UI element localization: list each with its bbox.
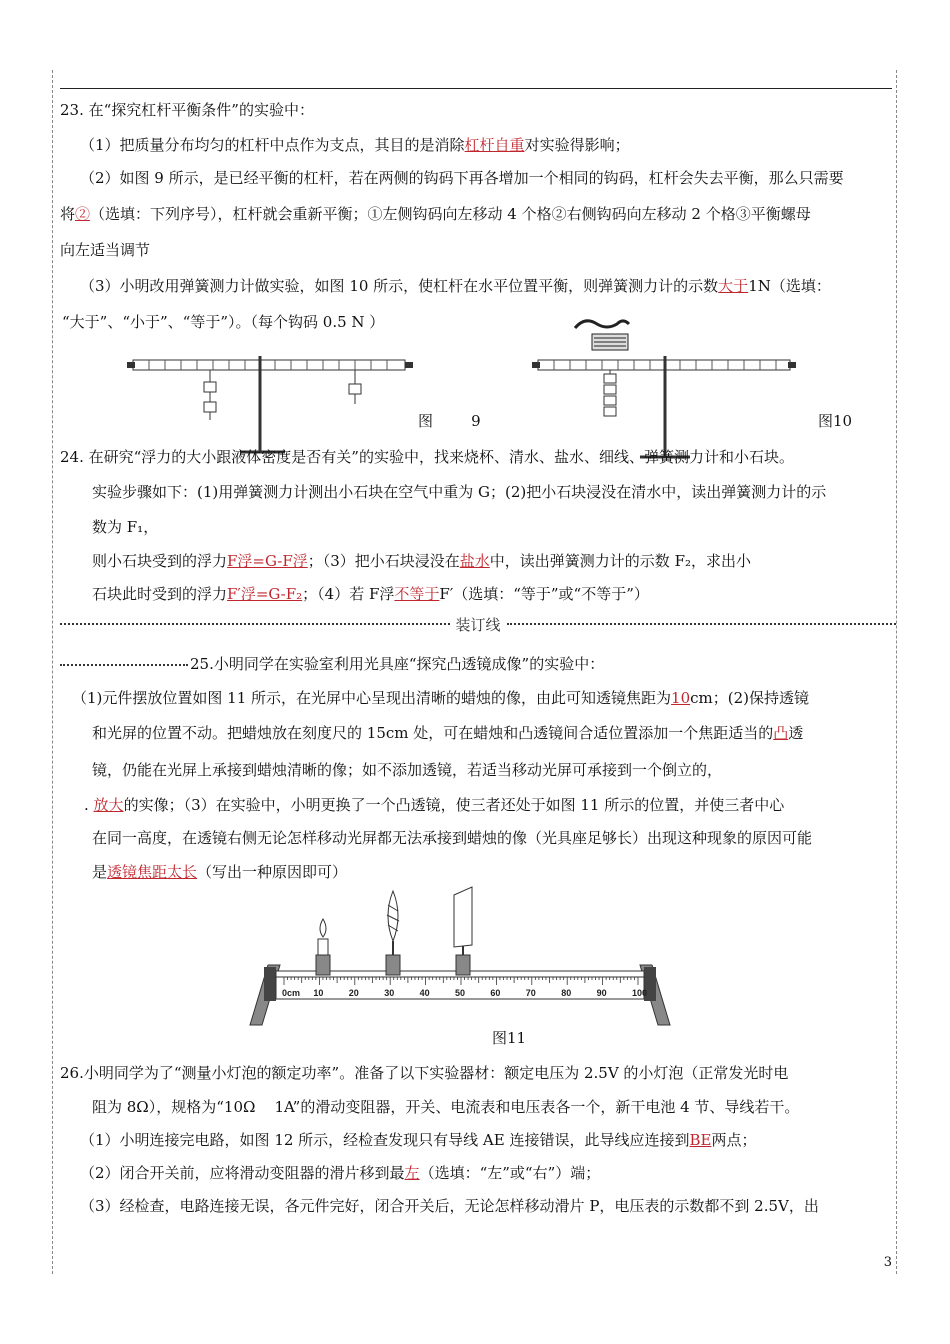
q26-line3: （1）小明连接完电路，如图 12 所示，经检查发现只有导线 AE 连接错误，此导线应连接到BE两点； bbox=[80, 1131, 757, 1149]
figure-9-caption: 图 9 bbox=[418, 412, 481, 430]
binding-line bbox=[60, 614, 896, 634]
scale-label: 70 bbox=[525, 988, 536, 998]
q26-line5: （3）经检查，电路连接无误，各元件完好，闭合开关后，无论怎样移动滑片 P，电压表的示数都不到 2.5V，出 bbox=[80, 1197, 819, 1215]
q24-line2: 实验步骤如下：(1)用弹簧测力计测出小石块在空气中重为 G；(2)把小石块浸没在清水中，读出弹簧测力计的示 bbox=[92, 483, 827, 501]
q25-line1: 25.小明同学在实验室利用光具座“探究凸透镜成像”的实验中： bbox=[60, 654, 604, 674]
q26-answer2: 左 bbox=[404, 1164, 420, 1182]
scale-label: 80 bbox=[561, 988, 572, 998]
q23-part3: （3）小明改用弹簧测力计做实验，如图 10 所示，使杠杆在水平位置平衡，则弹簧测力计的示数大于1N（选填： bbox=[80, 277, 831, 295]
q24-answer4: 不等于 bbox=[394, 585, 440, 603]
q24-line3: 数为 F₁， bbox=[92, 518, 159, 536]
q25-answer1: 10 bbox=[671, 689, 691, 707]
scale-label: 40 bbox=[419, 988, 430, 998]
q24-answer2: 盐水 bbox=[459, 552, 490, 570]
q25-line7: 是透镜焦距太长（写出一种原因即可） bbox=[92, 863, 348, 881]
q24-line1: 24. 在研究“浮力的大小跟液体密度是否有关”的实验中，找来烧杯、清水、盐水、细线、弹簧测力计和小石块。 bbox=[60, 448, 794, 466]
q26-answer1: BE bbox=[689, 1131, 712, 1149]
q26-line4: （2）闭合开关前，应将滑动变阻器的滑片移到最左（选填：“左”或“右”）端； bbox=[80, 1164, 601, 1182]
q26-line1: 26.小明同学为了“测量小灯泡的额定功率”。准备了以下实验器材：额定电压为 2.5V 的小灯泡（正常发光时电 bbox=[60, 1064, 789, 1082]
q25-line3: 和光屏的位置不动。把蜡烛放在刻度尺的 15cm 处，可在蜡烛和凸透镜间合适位置添加一个焦距适当的凸透 bbox=[92, 724, 804, 742]
q25-line2: （1)元件摆放位置如图 11 所示，在光屏中心呈现出清晰的蜡烛的像，由此可知透镜焦距为10cm；(2)保持透镜 bbox=[72, 689, 809, 707]
q25-answer3: 放大 bbox=[93, 796, 124, 814]
q23-part2-line2: 将②（选填：下列序号），杠杆就会重新平衡；①左侧钩码向左移动 4 个格②右侧钩码向左移动 2 个格③平衡螺母 bbox=[60, 205, 811, 223]
figure-11-caption: 图11 bbox=[492, 1029, 527, 1047]
scale-label: 0cm bbox=[282, 988, 301, 998]
binding-line-label: 装订线 bbox=[455, 615, 501, 634]
q23-part2-line1: （2）如图 9 所示，是已经平衡的杠杆，若在两侧的钩码下再各增加一个相同的钩码，杠杆会失去平衡，那么只需要 bbox=[80, 169, 844, 187]
scale-label: 30 bbox=[384, 988, 395, 998]
scale-label: 10 bbox=[313, 988, 324, 998]
page-number: 3 bbox=[883, 1255, 892, 1270]
q23-part1: （1）把质量分布均匀的杠杆中点作为支点，其目的是消除杠杆自重对实验得影响； bbox=[80, 136, 630, 154]
scale-label: 90 bbox=[596, 988, 607, 998]
q25-line5: . 放大的实像；（3）在实验中，小明更换了一个凸透镜，使三者还处于如图 11 所示的位置，并使三者中心 bbox=[84, 796, 785, 814]
q23-answer1: 杠杆自重 bbox=[464, 136, 525, 154]
scale-label: 20 bbox=[348, 988, 359, 998]
figure-10-lever bbox=[530, 312, 800, 462]
left-margin-line bbox=[52, 70, 53, 1274]
q24-line5: 石块此时受到的浮力F′浮=G-F₂；（4）若 F浮不等于F′（选填：“等于”或“不等于”） bbox=[92, 585, 649, 603]
right-margin-line bbox=[896, 70, 897, 1274]
q25-line6: 在同一高度，在透镜右侧无论怎样移动光屏都无法承接到蜡烛的像（光具座足够长）出现这种现象的原因可能 bbox=[92, 829, 813, 847]
scale-label: 50 bbox=[455, 988, 466, 998]
figure-11-optical-bench bbox=[240, 885, 680, 1030]
q23-title: 23. 在“探究杠杆平衡条件”的实验中： bbox=[60, 101, 314, 119]
q23-part2-line3: 向左适当调节 bbox=[60, 241, 151, 259]
q24-answer1: F浮=G-F浮 bbox=[227, 552, 308, 570]
q24-answer3: F′浮=G-F₂ bbox=[227, 585, 303, 603]
q25-answer4: 透镜焦距太长 bbox=[107, 863, 198, 881]
header-rule bbox=[60, 88, 892, 89]
q24-line4: 则小石块受到的浮力F浮=G-F浮；（3）把小石块浸没在盐水中，读出弹簧测力计的示数 F₂，求出小 bbox=[92, 552, 751, 570]
scale-label: 60 bbox=[490, 988, 501, 998]
q23-answer2: ② bbox=[75, 205, 91, 223]
scale-label: 100 bbox=[632, 988, 648, 998]
q26-line2: 阻为 8Ω），规格为“10Ω 1A”的滑动变阻器，开关、电流表和电压表各一个，新干电池 4 节、导线若干。 bbox=[92, 1098, 800, 1116]
q23-part3-line2: “大于”、“小于”、“等于”）。（每个钩码 0.5 N ） bbox=[62, 313, 385, 331]
q25-answer2: 凸 bbox=[773, 724, 789, 742]
q25-line4: 镜，仍能在光屏上承接到蜡烛清晰的像；如不添加透镜，若适当移动光屏可承接到一个倒立的， bbox=[92, 761, 723, 779]
figure-9-lever bbox=[125, 352, 415, 462]
figure-10-caption: 图10 bbox=[818, 412, 853, 430]
q23-answer3: 大于 bbox=[718, 277, 749, 295]
